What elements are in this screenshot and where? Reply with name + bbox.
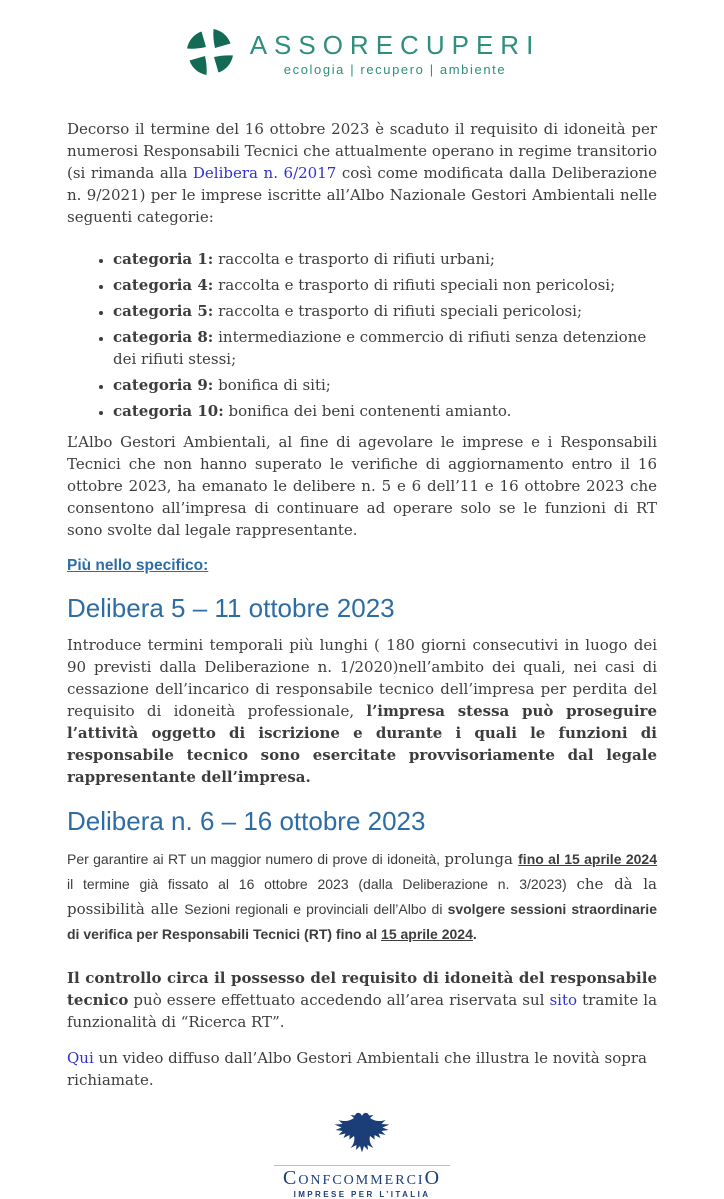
paragraph-intro	[67, 118, 657, 228]
inline-link[interactable]: sito	[549, 991, 578, 1009]
text-run: bonifica dei beni contenenti amianto.	[223, 402, 512, 420]
text-run: bonifica di siti;	[213, 376, 331, 394]
confcommercio-wordmark: ConfcommerciO	[282, 1167, 442, 1189]
text-run: categoria 5:	[113, 302, 214, 320]
confcommercio-tagline: IMPRESE PER L’ITALIA	[293, 1190, 431, 1199]
heading-delibera-6: Delibera n. 6 – 16 ottobre 2023	[67, 806, 426, 836]
assorecuperi-logo	[67, 26, 657, 82]
text-run: .	[472, 926, 477, 942]
text-run: intermediazione e commercio di rifiuti senza detenzione dei rifiuti stessi;	[113, 328, 647, 368]
paragraph-controllo	[67, 967, 657, 1033]
inline-link[interactable]: Qui	[67, 1049, 94, 1067]
text-run: un video diffuso dall’Albo Gestori Ambientali che illustra le novità sopra richiamate.	[67, 1049, 647, 1089]
text-run: categoria 8:	[113, 328, 214, 346]
paragraph-albo	[67, 431, 657, 541]
category-item	[113, 248, 657, 270]
text-run: Per garantire ai RT un maggior numero di prove di idoneità,	[67, 851, 445, 867]
paragraph-video	[67, 1047, 657, 1091]
paragraph-delibera-6	[67, 847, 657, 947]
text-run: categoria 1:	[113, 250, 214, 268]
text-run: prolunga	[444, 850, 519, 868]
brand-tagline: ecologia | recupero | ambiente	[283, 62, 507, 78]
text-run: Sezioni regionali e provinciali dell’Albo di	[184, 901, 448, 917]
category-list	[67, 248, 657, 422]
text-run: categoria 4:	[113, 276, 214, 294]
text-run: può essere effettuato accedendo all’area riservata sul	[128, 991, 550, 1009]
category-item	[113, 400, 657, 422]
text-run: l’impresa stessa può proseguire l’attività oggetto di iscrizione e durante i quali le funzioni di responsabile tecnico sono esercitate provvisoriamente dal legale rappresentante dell’impresa.	[67, 702, 658, 786]
paragraph-delibera-5	[67, 634, 657, 788]
confcommercio-logo	[67, 1109, 657, 1199]
category-item	[113, 274, 657, 296]
divider	[274, 1165, 450, 1166]
piu-nello-specifico-link[interactable]: Più nello specifico:	[67, 557, 209, 574]
text-run: così come modificata dalla Deliberazione n. 9/2021) per le imprese iscritte all’Albo Nazionale Gestori Ambientali nelle seguenti categorie:	[67, 164, 657, 226]
text-run: tramite la funzionalità di “Ricerca RT”.	[67, 991, 658, 1031]
inline-link[interactable]: Delibera n. 6/2017	[192, 164, 337, 182]
text-run: raccolta e trasporto di rifiuti speciali pericolosi;	[213, 302, 583, 320]
text-run: L’Albo Gestori Ambientali, al fine di agevolare le imprese e i Responsabili Tecnici che non hanno superato le verifiche di aggiornamento entro il 16 ottobre 2023, ha emanato le delibere n. 5 e 6 dell’11 e 16 ottobre 2023 che consentono all’impresa di continuare ad operare solo se le funzioni di RT sono svolte dal legale rappresentante.	[67, 433, 657, 539]
category-item	[113, 326, 657, 370]
category-item	[113, 300, 657, 322]
logo-text	[250, 31, 541, 78]
text-run: il termine già fissato al 16 ottobre 2023 (dalla Deliberazione n. 3/2023)	[67, 876, 577, 892]
category-item	[113, 374, 657, 396]
text-run: 15 aprile 2024	[381, 926, 473, 942]
heading-delibera-5: Delibera 5 – 11 ottobre 2023	[67, 593, 395, 623]
text-run: fino al 15 aprile 2024	[518, 851, 657, 867]
text-run: raccolta e trasporto di rifiuti speciali non pericolosi;	[213, 276, 616, 294]
text-run: che dà la possibilità alle	[67, 875, 658, 918]
text-run: Introduce termini temporali più lunghi ( 180 giorni consecutivi in luogo dei 90 previsti dalla Deliberazione n. 1/2020)nell’ambito dei quali, nei casi di cessazione dell’incarico di responsabile tecnico dell’impresa per perdita del requisito di idoneità professionale,	[67, 636, 657, 720]
eagle-icon	[331, 1109, 393, 1161]
text-run: raccolta e trasporto di rifiuti urbani;	[213, 250, 495, 268]
text-run: categoria 10:	[113, 402, 224, 420]
brand-name: ASSORECUPERI	[249, 29, 541, 60]
text-run: Il controllo circa il possesso del requisito di idoneità del responsabile tecnico	[67, 969, 657, 1009]
text-run: svolgere sessioni straordinarie di verifica per Responsabili Tecnici (RT) fino al	[67, 901, 657, 942]
pinwheel-recycle-icon	[184, 27, 236, 81]
text-run: Decorso il termine del 16 ottobre 2023 è scaduto il requisito di idoneità per numerosi Responsabili Tecnici che attualmente operano in regime transitorio (si rimanda alla	[67, 120, 657, 182]
text-run: categoria 9:	[113, 376, 214, 394]
